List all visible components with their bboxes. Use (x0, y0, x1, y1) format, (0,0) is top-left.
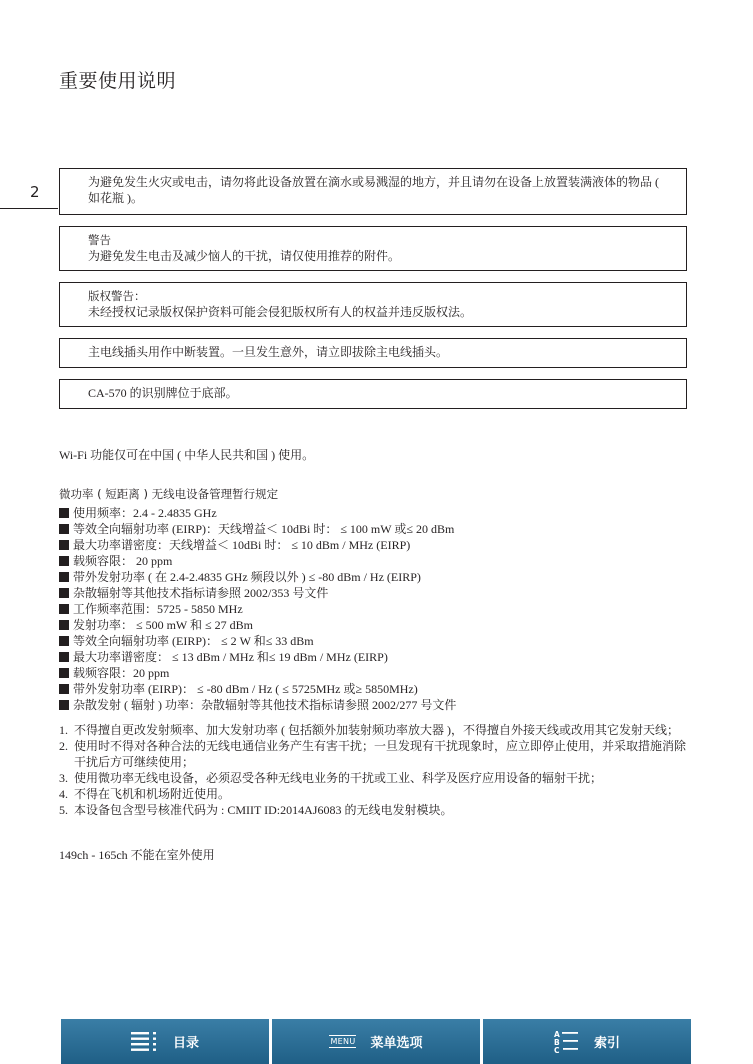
square-bullet-icon (59, 636, 69, 646)
page-number-rule (0, 208, 58, 209)
notice-box-id-plate (59, 379, 687, 409)
spec-item (59, 681, 456, 697)
spec-text: 杂散发射 ( 辐射 ) 功率：杂散辐射等其他技术指标请参照 2002/277 号文件 (73, 698, 457, 712)
spec-item (59, 697, 456, 713)
spec-text: 发射功率： ≤ 500 mW 和 ≤ 27 dBm (73, 618, 253, 632)
rule-item (59, 738, 689, 770)
contents-button[interactable] (61, 1019, 269, 1064)
page-title: 重要使用说明 (59, 70, 177, 92)
spec-text: 工作频率范围：5725 - 5850 MHz (73, 602, 243, 616)
spec-item (59, 553, 456, 569)
square-bullet-icon (59, 556, 69, 566)
square-bullet-icon (59, 604, 69, 614)
square-bullet-icon (59, 652, 69, 662)
rule-text: 不得在飞机和机场附近使用。 (74, 787, 231, 801)
spec-text: 杂散辐射等其他技术指标请参照 2002/353 号文件 (73, 586, 329, 600)
spec-item (59, 633, 456, 649)
index-icon (554, 1029, 580, 1055)
spec-text: 带外发射功率 ( 在 2.4-2.4835 GHz 频段以外 ) ≤ -80 dBm / Hz (EIRP) (73, 570, 421, 584)
spec-item (59, 617, 456, 633)
page-number: 2 (30, 183, 40, 201)
svg-text:A: A (553, 1029, 560, 1039)
rule-item (59, 802, 689, 818)
rule-number: 1. (59, 723, 68, 737)
square-bullet-icon (59, 588, 69, 598)
square-bullet-icon (59, 684, 69, 694)
notice-box-fire (59, 168, 687, 215)
notice-text: 主电线插头用作中断装置。一旦发生意外，请立即拔除主电线插头。 (88, 345, 449, 359)
regulation-title: 微功率 ( 短距离 ) 无线电设备管理暂行规定 (59, 487, 279, 501)
svg-text:C: C (553, 1045, 560, 1055)
spec-text: 最大功率谱密度： ≤ 13 dBm / MHz 和≤ 19 dBm / MHz (EIRP) (73, 650, 388, 664)
notice-heading: 版权警告： (88, 289, 146, 303)
square-bullet-icon (59, 524, 69, 534)
rules-list (59, 722, 689, 818)
spec-item (59, 601, 456, 617)
spec-text: 使用频率：2.4 - 2.4835 GHz (73, 506, 217, 520)
notice-heading: 警告 (88, 233, 111, 247)
table-of-contents-icon (131, 1031, 159, 1053)
rule-number: 4. (59, 787, 68, 801)
spec-item (59, 585, 456, 601)
menu-options-label: 菜单选项 (370, 1036, 423, 1051)
spec-item (59, 649, 456, 665)
channel-note: 149ch - 165ch 不能在室外使用 (59, 848, 215, 862)
notice-text: 为避免发生电击及减少恼人的干扰，请仅使用推荐的附件。 (88, 249, 401, 263)
bottom-nav-bar (61, 1019, 691, 1064)
spec-item (59, 569, 456, 585)
square-bullet-icon (59, 700, 69, 710)
spec-item (59, 665, 456, 681)
spec-list (59, 505, 456, 713)
wifi-note: Wi-Fi 功能仅可在中国 ( 中华人民共和国 ) 使用。 (59, 448, 315, 462)
menu-icon: MENU (330, 1037, 356, 1046)
spec-text: 载频容限： 20 ppm (73, 554, 173, 568)
square-bullet-icon (59, 620, 69, 630)
contents-label: 目录 (172, 1036, 199, 1051)
notice-box-plug (59, 338, 687, 368)
rule-item (59, 722, 689, 738)
rule-text: 本设备包含型号核准代码为 : CMIIT ID:2014AJ6083 的无线电发射模块。 (74, 803, 453, 817)
spec-item (59, 521, 456, 537)
index-button[interactable] (483, 1019, 691, 1064)
notice-text: 未经授权记录版权保护资料可能会侵犯版权所有人的权益并违反版权法。 (88, 305, 473, 319)
rule-number: 3. (59, 771, 68, 785)
menu-options-button[interactable] (272, 1019, 480, 1064)
rule-text: 不得擅自更改发射频率、加大发射功率 ( 包括额外加装射频功率放大器 )，不得擅自外接天线或改用其它发射天线； (74, 723, 679, 737)
rule-text: 使用微功率无线电设备，必须忍受各种无线电业务的干扰或工业、科学及医疗应用设备的辐射干扰； (74, 771, 603, 785)
square-bullet-icon (59, 668, 69, 678)
spec-text: 载频容限：20 ppm (73, 666, 170, 680)
spec-text: 带外发射功率 (EIRP)： ≤ -80 dBm / Hz ( ≤ 5725MHz 或≥ 5850MHz) (73, 682, 418, 696)
rule-item (59, 770, 689, 786)
rule-number: 5. (59, 803, 68, 817)
notice-box-copyright (59, 282, 687, 327)
notice-text: CA-570 的识别牌位于底部。 (88, 386, 238, 400)
index-label: 索引 (593, 1036, 620, 1051)
rule-text: 使用时不得对各种合法的无线电通信业务产生有害干扰；一旦发现有干扰现象时，应立即停止使用，并采取措施消除干扰后方可继续使用； (74, 739, 687, 769)
square-bullet-icon (59, 540, 69, 550)
spec-text: 等效全向辐射功率 (EIRP)：天线增益＜ 10dBi 时： ≤ 100 mW 或≤ 20 dBm (73, 522, 455, 536)
svg-text:B: B (553, 1037, 560, 1047)
rule-number: 2. (59, 739, 68, 753)
rule-item (59, 786, 689, 802)
spec-text: 等效全向辐射功率 (EIRP)： ≤ 2 W 和≤ 33 dBm (73, 634, 314, 648)
square-bullet-icon (59, 508, 69, 518)
notice-box-warning (59, 226, 687, 271)
spec-text: 最大功率谱密度：天线增益＜ 10dBi 时： ≤ 10 dBm / MHz (EIRP) (73, 538, 411, 552)
spec-item (59, 505, 456, 521)
spec-item (59, 537, 456, 553)
notice-text: 为避免发生火灾或电击，请勿将此设备放置在滴水或易溅湿的地方，并且请勿在设备上放置装满液体的物品 ( 如花瓶 )。 (88, 175, 660, 205)
square-bullet-icon (59, 572, 69, 582)
